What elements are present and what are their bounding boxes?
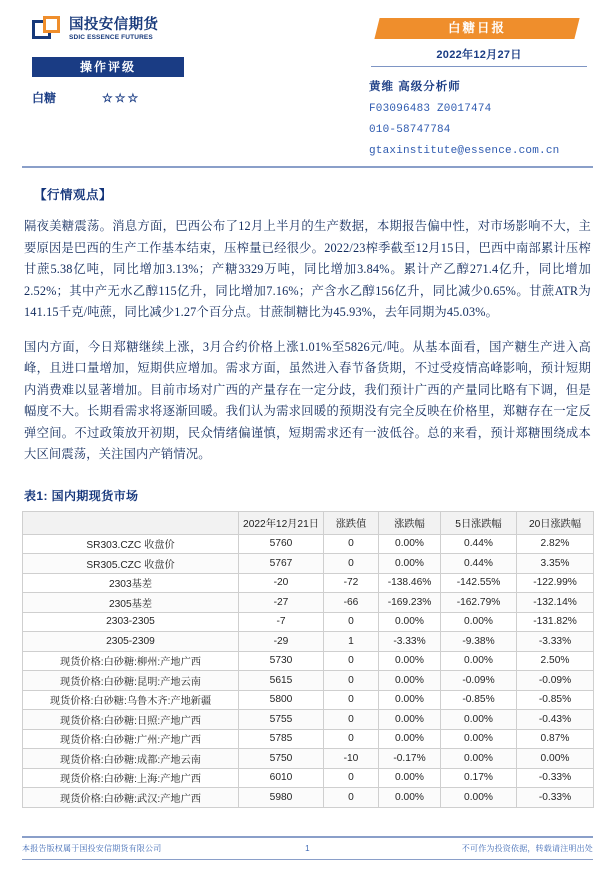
cell-label: SR303.CZC 收盘价 — [23, 534, 239, 554]
cell-value: 5755 — [239, 710, 324, 730]
table-row — [23, 651, 594, 671]
logo-orange-square-icon — [43, 16, 60, 33]
cell-change-pct: -0.17% — [379, 749, 441, 769]
cell-value: 5730 — [239, 651, 324, 671]
header-left-column — [22, 16, 292, 106]
cell-label: 2305-2309 — [23, 632, 239, 652]
table-row — [23, 534, 594, 554]
cell-change-pct: 0.00% — [379, 768, 441, 788]
cell-change-pct: -169.23% — [379, 593, 441, 613]
cell-change-pct: 0.00% — [379, 710, 441, 730]
table-row — [23, 729, 594, 749]
cell-20d: -0.09% — [517, 671, 594, 691]
rating-product-label: 白糖 — [32, 91, 57, 105]
cell-value: 6010 — [239, 768, 324, 788]
footer-copyright: 本报告版权属于国投安信期货有限公司 — [22, 844, 162, 853]
cell-change-pct: -138.46% — [379, 573, 441, 593]
table-body — [23, 534, 594, 807]
cell-change: 0 — [324, 690, 379, 710]
column-header-20d-change: 20日涨跌幅 — [517, 511, 594, 534]
footer-disclaimer: 不可作为投资依据，转载请注明出处 — [461, 844, 593, 853]
cell-20d: 0.87% — [517, 729, 594, 749]
market-view-heading: 【行情观点】 — [34, 188, 113, 202]
analyst-email: gtaxinstitute@essence.com.cn — [369, 145, 560, 157]
report-date: 2022年12月27日 — [371, 46, 587, 67]
footer-divider-bottom — [22, 859, 593, 860]
rating-stars-icon: ☆☆☆ — [102, 90, 141, 105]
table-row — [23, 710, 594, 730]
footer-page-number: 1 — [305, 844, 310, 853]
cell-change-pct: 0.00% — [379, 534, 441, 554]
cell-value: 5767 — [239, 554, 324, 574]
cell-change-pct: 0.00% — [379, 788, 441, 808]
rating-row — [32, 89, 292, 106]
logo-mark-icon — [32, 16, 62, 44]
market-view-paragraph-2: 国内方面，今日郑糖继续上涨，3月合约价格上涨1.01%至5826元/吨。从基本面看，国产糖生产进入高峰，且进口量增加，短期供应增加。需求方面，虽然进入春节备货期，不过受疫情高峰影响，预计短期内消费难以显著增加。目前市场对广西的产量存在一定分歧，我们预计广西的产量同比略有下调，但是幅度不大。长期看需求将逐渐回暖。我们认为需求回暖的预期没有完全反映在价格里，郑糖存在一定反弹空间。不过政策放开初期，民众情绪偏谨慎，短期需求还有一波低谷。总的来看，预计郑糖围绕成本大区间震荡，关注国内产销情况。 — [24, 339, 591, 461]
table-row — [23, 593, 594, 613]
footer-row — [22, 843, 593, 854]
cell-change-pct: 0.00% — [379, 671, 441, 691]
cell-20d: -0.33% — [517, 788, 594, 808]
cell-change: 0 — [324, 788, 379, 808]
cell-change-pct: -3.33% — [379, 632, 441, 652]
cell-5d: 0.00% — [441, 729, 517, 749]
table-head — [23, 511, 594, 534]
report-title-text: 白糖日报 — [447, 21, 506, 35]
cell-5d: -9.38% — [441, 632, 517, 652]
cell-5d: 0.00% — [441, 651, 517, 671]
cell-label: 现货价格:白砂糖:成都:产地云南 — [23, 749, 239, 769]
column-header-change-pct: 涨跌幅 — [379, 511, 441, 534]
cell-label: 现货价格:白砂糖:昆明:产地云南 — [23, 671, 239, 691]
cell-label: 现货价格:白砂糖:广州:产地广西 — [23, 729, 239, 749]
report-title-banner — [374, 18, 579, 39]
cell-label: 现货价格:白砂糖:柳州:产地广西 — [23, 651, 239, 671]
table-row — [23, 554, 594, 574]
table-header-row — [23, 511, 594, 534]
cell-5d: 0.17% — [441, 768, 517, 788]
cell-5d: 0.44% — [441, 554, 517, 574]
market-view-paragraph-1: 隔夜美糖震荡。消息方面，巴西公布了12月上半月的生产数据，本期报告偏中性，对市场影响不大，主要原因是巴西的生产工作基本结束，压榨量已经很少。2022/23榨季截至12月15日，巴西中南部累计压榨甘蔗5.38亿吨，同比增加3.13%；产糖3329万吨，同比增加3.84%。累计产乙醇271.4亿升，同比增加2.52%；其中产无水乙醇115亿升，同比增加7.16%；产含水乙醇156亿升，同比减少0.65%。甘蔗ATR为141.15千克/吨蔗，同比减少1.27个百分点。甘蔗制糖比为45.93%，去年同期为45.03%。 — [24, 219, 591, 319]
cell-change: 0 — [324, 534, 379, 554]
cell-5d: 0.00% — [441, 749, 517, 769]
cell-20d: -122.99% — [517, 573, 594, 593]
analyst-name: 黄维 高级分析师 — [369, 81, 461, 93]
cell-label: 现货价格:白砂糖:乌鲁木齐:产地新疆 — [23, 690, 239, 710]
cell-label: 现货价格:白砂糖:上海:产地广西 — [23, 768, 239, 788]
table-row — [23, 749, 594, 769]
column-header-date: 2022年12月21日 — [239, 511, 324, 534]
cell-5d: 0.00% — [441, 710, 517, 730]
company-name-en: SDIC ESSENCE FUTURES — [69, 33, 153, 41]
table-row — [23, 671, 594, 691]
cell-change-pct: 0.00% — [379, 729, 441, 749]
table-caption: 表1: 国内期现货市场 — [24, 488, 139, 503]
operation-rating-banner: 操作评级 — [32, 57, 184, 77]
column-header-change-value: 涨跌值 — [324, 511, 379, 534]
cell-change: 0 — [324, 651, 379, 671]
cell-value: -27 — [239, 593, 324, 613]
cell-5d: -142.55% — [441, 573, 517, 593]
footer-divider-top — [22, 836, 593, 838]
cell-5d: -0.09% — [441, 671, 517, 691]
table-row — [23, 573, 594, 593]
cell-label: 现货价格:白砂糖:武汉:产地广西 — [23, 788, 239, 808]
cell-20d: -0.43% — [517, 710, 594, 730]
cell-20d: -0.33% — [517, 768, 594, 788]
table-row — [23, 632, 594, 652]
cell-change: -66 — [324, 593, 379, 613]
cell-20d: 0.00% — [517, 749, 594, 769]
cell-change: 0 — [324, 710, 379, 730]
cell-label: 2305基差 — [23, 593, 239, 613]
cell-5d: -162.79% — [441, 593, 517, 613]
cell-value: 5615 — [239, 671, 324, 691]
cell-20d: -0.85% — [517, 690, 594, 710]
cell-label: 2303-2305 — [23, 612, 239, 632]
cell-change: -10 — [324, 749, 379, 769]
cell-label: 现货价格:白砂糖:日照:产地广西 — [23, 710, 239, 730]
analyst-info — [369, 78, 593, 157]
cell-5d: -0.85% — [441, 690, 517, 710]
table-row — [23, 690, 594, 710]
cell-value: 5980 — [239, 788, 324, 808]
company-logo — [32, 16, 292, 44]
table-row — [23, 768, 594, 788]
cell-change-pct: 0.00% — [379, 651, 441, 671]
cell-change: 0 — [324, 671, 379, 691]
cell-label: SR305.CZC 收盘价 — [23, 554, 239, 574]
cell-label: 2303基差 — [23, 573, 239, 593]
column-header-item — [23, 511, 239, 534]
header-right-column — [365, 16, 593, 157]
analyst-license: F03096483 Z0017474 — [369, 103, 492, 115]
cell-value: -7 — [239, 612, 324, 632]
cell-20d: 3.35% — [517, 554, 594, 574]
report-header — [22, 0, 593, 160]
cell-change: -72 — [324, 573, 379, 593]
report-title-wrap — [365, 18, 593, 40]
cell-value: 5750 — [239, 749, 324, 769]
cell-20d: -131.82% — [517, 612, 594, 632]
cell-5d: 0.44% — [441, 534, 517, 554]
company-name-cn: 国投安信期货 — [69, 17, 159, 34]
table-row — [23, 788, 594, 808]
logo-text — [69, 18, 158, 41]
cell-20d: 2.50% — [517, 651, 594, 671]
cell-value: 5760 — [239, 534, 324, 554]
cell-5d: 0.00% — [441, 788, 517, 808]
cell-20d: -132.14% — [517, 593, 594, 613]
cell-change-pct: 0.00% — [379, 612, 441, 632]
cell-change-pct: 0.00% — [379, 554, 441, 574]
cell-change: 0 — [324, 768, 379, 788]
column-header-5d-change: 5日涨跌幅 — [441, 511, 517, 534]
cell-change: 0 — [324, 612, 379, 632]
domestic-futures-spot-table — [22, 511, 594, 808]
cell-value: -20 — [239, 573, 324, 593]
table-row — [23, 612, 594, 632]
cell-20d: 2.82% — [517, 534, 594, 554]
cell-change: 0 — [324, 554, 379, 574]
cell-value: 5800 — [239, 690, 324, 710]
cell-change-pct: 0.00% — [379, 690, 441, 710]
analyst-phone: 010-58747784 — [369, 124, 451, 136]
cell-change: 1 — [324, 632, 379, 652]
cell-change: 0 — [324, 729, 379, 749]
header-divider — [22, 166, 593, 168]
cell-value: 5785 — [239, 729, 324, 749]
cell-20d: -3.33% — [517, 632, 594, 652]
page-footer — [22, 836, 593, 860]
cell-5d: 0.00% — [441, 612, 517, 632]
cell-value: -29 — [239, 632, 324, 652]
